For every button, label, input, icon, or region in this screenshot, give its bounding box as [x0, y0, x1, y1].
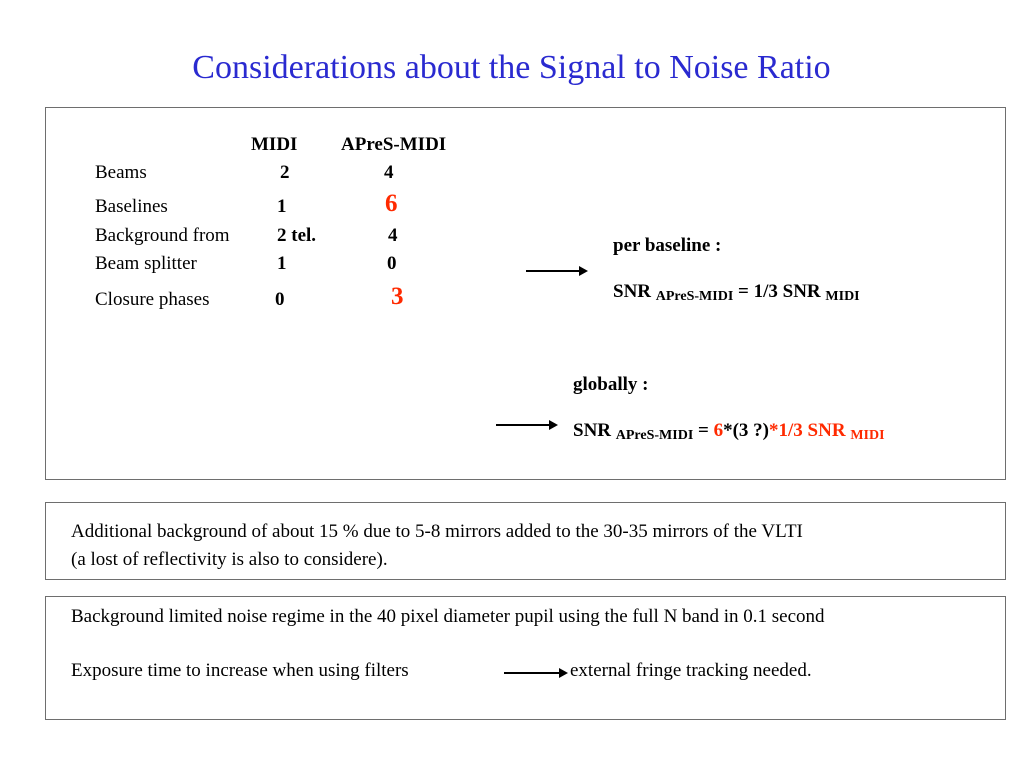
row-closure-phases-apres: 3: [391, 283, 404, 310]
row-baselines-midi: 1: [277, 196, 287, 217]
row-label-beam-splitter: Beam splitter: [95, 253, 197, 274]
row-beams-midi: 2: [280, 162, 290, 183]
row-background-apres: 4: [388, 225, 398, 246]
row-beam-splitter-apres: 0: [387, 253, 397, 274]
slide-title: Considerations about the Signal to Noise Ratio: [192, 49, 831, 86]
right-arrow-icon: [504, 672, 566, 674]
per-baseline-formula: SNR $_{APreS-MIDI}$ = 1/3 SNR $_{MIDI}$: [613, 281, 860, 304]
background-note-box: [45, 502, 1006, 580]
noise-note-line1: Background limited noise regime in the 40 pixel diameter pupil using the full N band in 0.1 second: [71, 606, 825, 627]
row-closure-phases-midi: 0: [275, 289, 285, 310]
row-label-closure-phases: Closure phases: [95, 289, 210, 310]
noise-note-line2-right: external fringe tracking needed.: [570, 660, 812, 681]
row-background-midi: 2 tel.: [277, 225, 317, 246]
noise-note-line2-left: Exposure time to increase when using filters: [71, 660, 409, 681]
right-arrow-icon: [526, 270, 586, 272]
row-label-background: Background from: [95, 225, 230, 246]
row-label-baselines: Baselines: [95, 196, 168, 217]
globally-heading: globally :: [573, 374, 649, 395]
header-apres-midi: APreS-MIDI: [341, 134, 447, 155]
background-note-line1: Additional background of about 15 % due to 5-8 mirrors added to the 30-35 mirrors of the VLTI: [71, 521, 803, 542]
right-arrow-icon: [496, 424, 556, 426]
header-midi: MIDI: [251, 134, 298, 155]
per-baseline-heading: per baseline :: [613, 235, 722, 256]
globally-formula: SNR $_{APreS-MIDI}$ = 6*(3 ?)*1/3 SNR $_{MIDI}$: [573, 420, 885, 443]
snr-comparison-box: [45, 107, 1006, 480]
row-beams-apres: 4: [384, 162, 394, 183]
row-label-beams: Beams: [95, 162, 147, 183]
row-baselines-apres: 6: [385, 190, 398, 217]
noise-regime-box: [45, 596, 1006, 720]
row-beam-splitter-midi: 1: [277, 253, 287, 274]
background-note-line2: (a lost of reflectivity is also to considere).: [71, 549, 388, 570]
